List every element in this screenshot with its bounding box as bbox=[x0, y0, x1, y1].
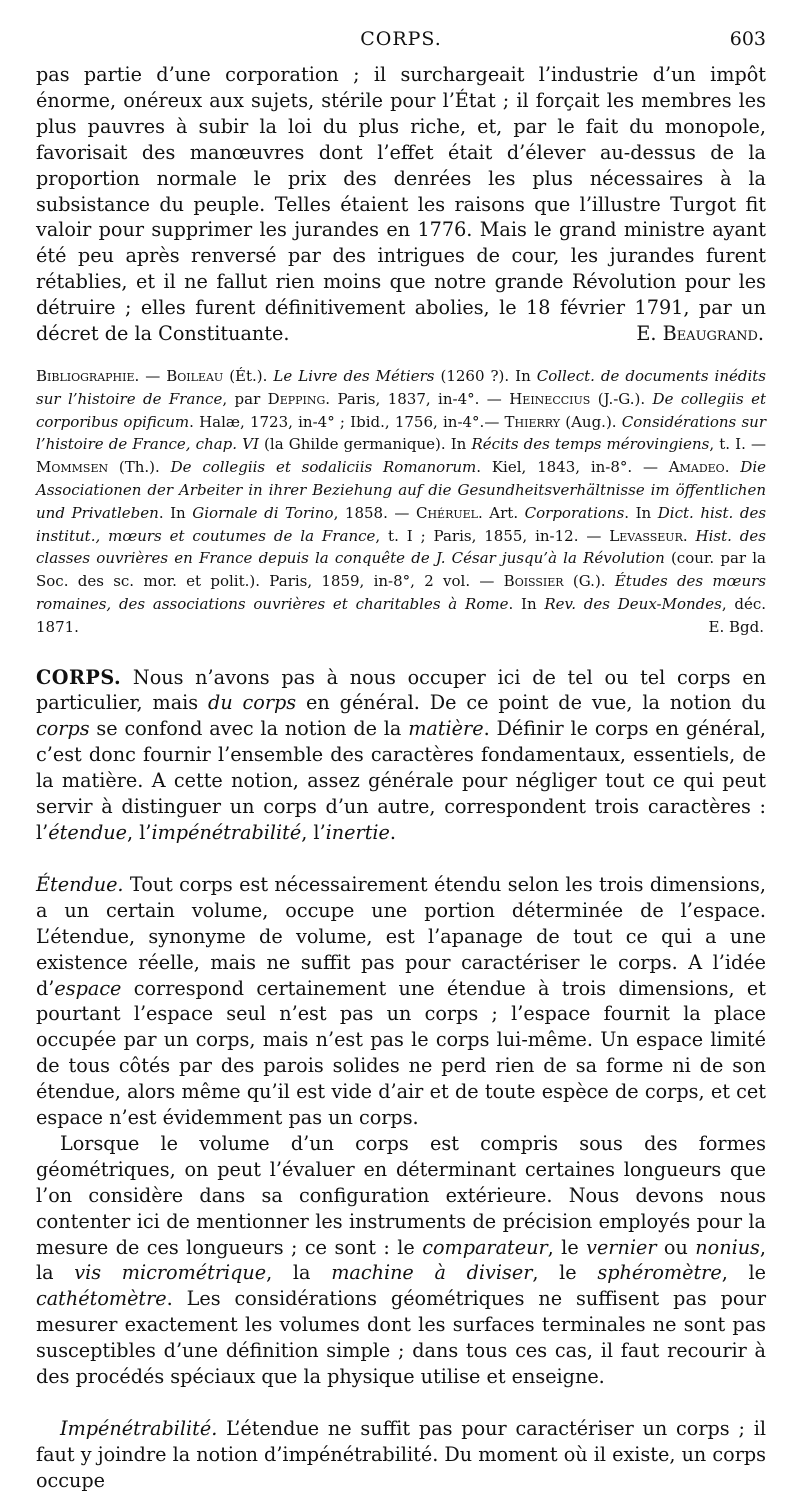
bibliography: Bibliographie. — Boileau (Ét.). Le Livre des Métiers (1260 ?). In Collect. de documents inédits sur l’histoire de France, par Depping. Paris, 1837, in-4°. — Heineccius (J.-G.). De collegiis et corporibus opificum. Halæ, 1723, in-4° ; Ibid., 1756, in-4°.— Thierry (Aug.). Considérations sur l’histoire de France, chap. VI (la Ghilde germanique). In Récits des temps mérovingiens, t. I. — Mommsen (Th.). De collegiis et sodaliciis Romanorum. Kiel, 1843, in-8°. — Amadeo. Die Associationen der Arbeiter in ihrer Beziehung auf die Gesundheitsverhältnisse im öffentlichen und Privatleben. In Giornale di Torino, 1858. — Chéruel. Art. Corporations. In Dict. hist. des institut., mœurs et coutumes de la France, t. I ; Paris, 1855, in-12. — Levasseur. Hist. des classes ouvrières en France depuis la conquête de J. César jusqu’à la Révolution (cour. par la Soc. des sc. mor. et polit.). Paris, 1859, in-8°, 2 vol. — Boissier (G.). Études des mœurs romaines, des associations ouvrières et charitables à Rome. In Rev. des Deux-Mondes, déc. 1871. E. Bgd. bbox=[36, 365, 766, 639]
section-etendue: Étendue. Tout corps est nécessairement étendu selon les trois dimensions, a un certain volume, occupe une portion déterminée de l’espace. L’étendue, synonyme de volume, est l’apanage de tout ce qui a une existence réelle, mais ne suffit pas pour caractériser le corps. A l’idée d’espace correspond certainement une étendue à trois dimensions, et pourtant l’espace seul n’est pas un corps ; l’espace fournit la place occupée par un corps, mais n’est pas le corps lui-même. Un espace limité de tous côtés par des parois solides ne perd rien de sa forme ni de son étendue, alors même qu’il est vide d’air et de toute espèce de corps, et cet espace n’est évidemment pas un corps. bbox=[36, 872, 766, 1130]
section-heading-impenetrabilite: Impénétrabilité. bbox=[60, 1417, 218, 1440]
author-signature: E. Beaugrand. bbox=[636, 322, 764, 346]
running-head bbox=[36, 28, 766, 62]
page-number: 603 bbox=[729, 28, 766, 50]
section-heading-etendue: Étendue. bbox=[36, 872, 124, 896]
running-title: CORPS. bbox=[360, 28, 442, 50]
bibliography-label: Bibliographie. bbox=[36, 366, 140, 385]
entry-headword: CORPS. bbox=[36, 665, 122, 689]
section-impenetrabilite: Impénétrabilité. L’étendue ne suffit pas pour caractériser un corps ; il faut y joindre la notion d’impénétrabilité. Du moment où il existe, un corps occupe bbox=[36, 1417, 766, 1492]
paragraph-volume-measurement: Lorsque le volume d’un corps est compris sous des formes géométriques, on peut l’évaluer en déterminant certaines longueurs que l’on considère dans sa configuration extérieure. Nous devons nous contenter ici de mentionner les instruments de précision employés pour la mesure de ces longueurs ; ce sont : le comparateur, le vernier ou nonius, la vis micrométrique, la machine à diviser, le sphéromètre, le cathétomètre. Les considérations géométriques ne suffisent pas pour mesurer exactement les volumes dont les surfaces terminales ne sont pas susceptibles d’une définition simple ; dans tous ces cas, il faut recourir à des procédés spéciaux que la physique utilise et enseigne. bbox=[36, 1131, 767, 1389]
entry-corps: CORPS. Nous n’avons pas à nous occuper ici de tel ou tel corps en particulier, mais du corps en général. De ce point de vue, la notion du corps se confond avec la notion de la matière. Définir le corps en général, c’est donc fournir l’ensemble des caractères fondamentaux, essentiels, de la matière. A cette notion, assez générale pour négliger tout ce qui peut servir à distinguer un corps d’un autre, correspondent trois caractères : l’étendue, l’impénétrabilité, l’inertie. bbox=[36, 665, 767, 844]
previous-entry-end: pas partie d’une corporation ; il surchargeait l’industrie d’un impôt énorme, onéreux aux sujets, stérile pour l’État ; il forçait les membres les plus pauvres à subir la loi du plus riche, et, par le fait du monopole, favorisait des manœuvres dont l’effet était d’élever au-dessus de la proportion normale le prix des denrées les plus nécessaires à la subsistance du peuple. Telles étaient les raisons que l’illustre Turgot fit valoir pour supprimer les jurandes en 1776. Mais le grand ministre ayant été peu après renversé par des intrigues de cour, les jurandes furent rétablies, et il ne fallut rien moins que notre grande Révolution pour les détruire ; elles furent définitivement abolies, le 18 février 1791, par un décret de la Constituante. E. Beaugrand. bbox=[36, 63, 766, 346]
bibliography-signature: E. Bgd. bbox=[708, 617, 764, 636]
page bbox=[36, 28, 766, 1494]
